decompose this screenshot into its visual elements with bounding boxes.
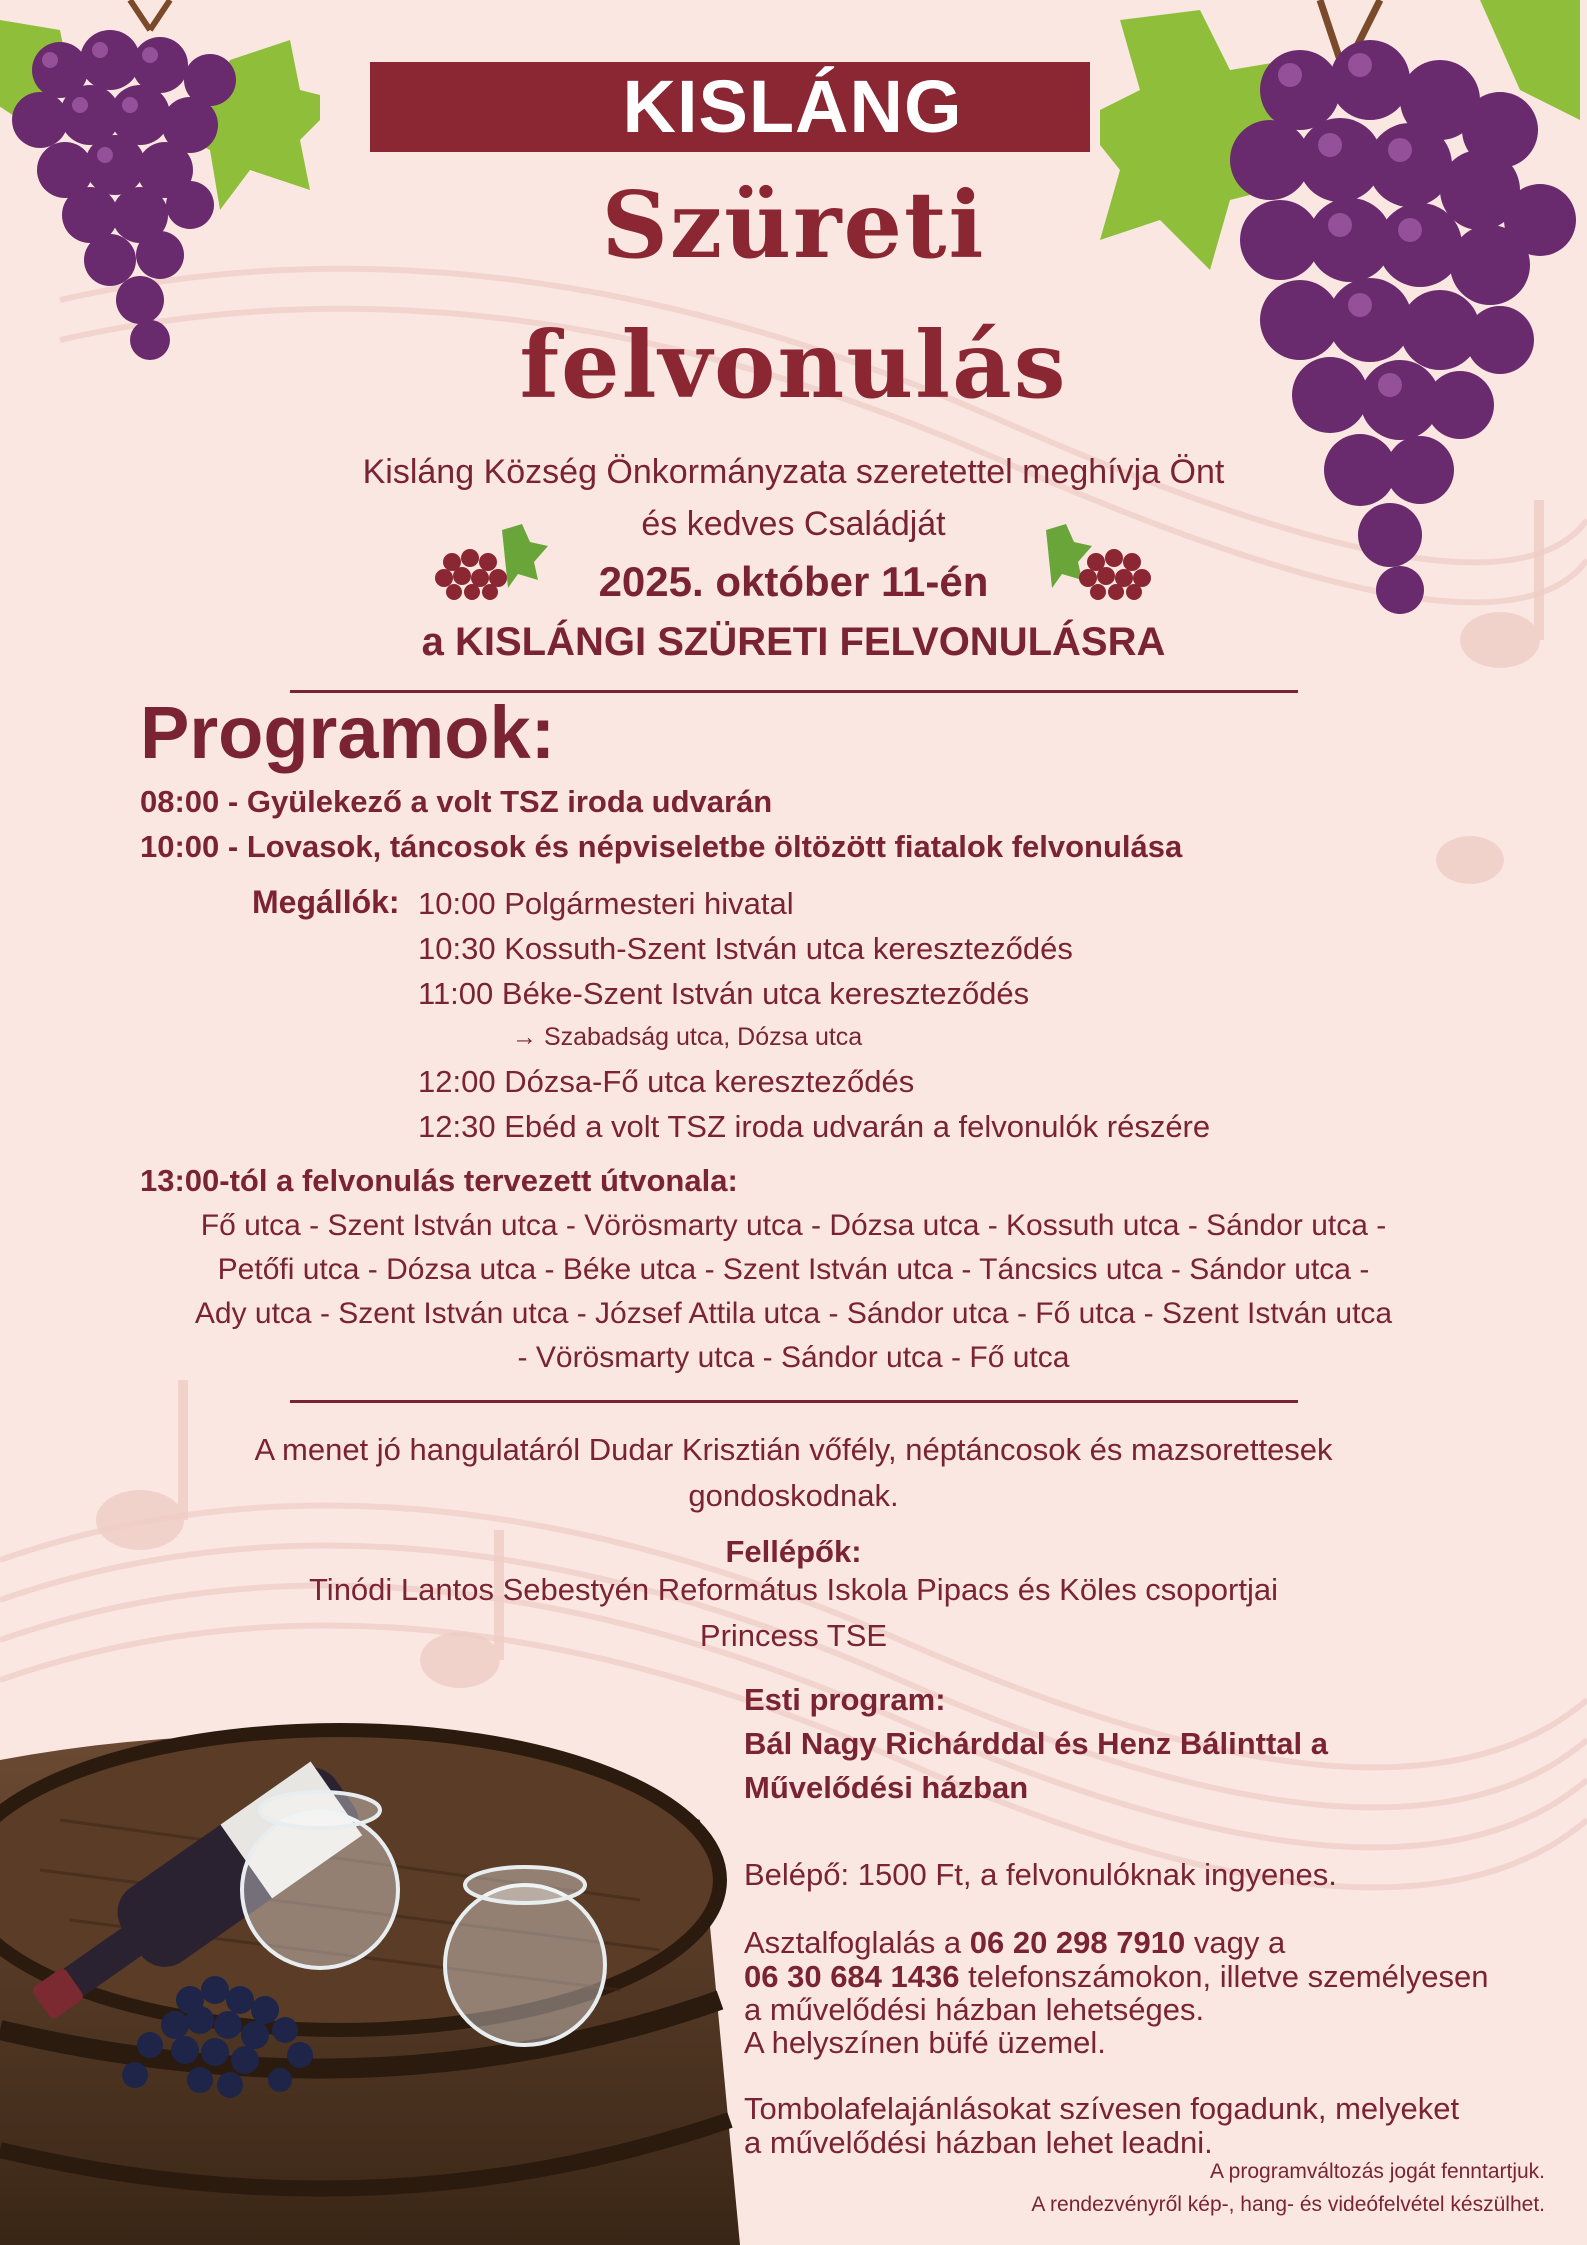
wine-barrel-illustration — [0, 1700, 740, 2245]
stop-item: 12:30 Ebéd a volt TSZ iroda udvarán a felvonulók részére — [418, 1109, 1211, 1144]
phone-number[interactable]: 06 20 298 7910 — [969, 1925, 1186, 1960]
program-item: 08:00 - Gyülekező a volt TSZ iroda udvarán — [140, 784, 773, 819]
entertainment-line-1: A menet jó hangulatáról Dudar Krisztián vőfély, néptáncosok és mazsorettesek — [254, 1432, 1333, 1467]
event-date: 2025. október 11-én — [598, 558, 989, 605]
stop-item: 12:00 Dózsa-Fő utca kereszteződés — [418, 1064, 915, 1099]
invitation-line-2: és kedves Családját — [641, 505, 946, 543]
entry-fee: Belépő: 1500 Ft, a felvonulóknak ingyenes. — [744, 1857, 1337, 1892]
raffle-line-1: Tombolafelajánlásokat szívesen fogadunk, melyeket — [744, 2091, 1460, 2126]
booking-suffix: telefonszámokon, illetve személyesen — [959, 1959, 1489, 1994]
invitation-line-1: Kisláng Község Önkormányzata szeretettel meghívja Önt — [362, 453, 1225, 491]
route-line: - Vörösmarty utca - Sándor utca - Fő utca — [517, 1341, 1070, 1374]
event-name: a KISLÁNGI SZÜRETI FELVONULÁSRA — [421, 620, 1166, 664]
booking-line-3: a művelődési házban lehetséges. — [744, 1992, 1205, 2027]
performers-line-1: Tinódi Lantos Sebestyén Református Iskola Pipacs és Köles csoportjai — [309, 1572, 1278, 1607]
evening-line-2: Művelődési házban — [744, 1770, 1029, 1805]
title-line-1: Szüreti — [601, 171, 986, 279]
performers-line-2: Princess TSE — [699, 1618, 888, 1653]
stop-item: 10:00 Polgármesteri hivatal — [418, 886, 794, 921]
booking-mid: vagy a — [1185, 1925, 1286, 1960]
divider — [290, 1400, 1298, 1403]
buffet-note: A helyszínen büfé üzemel. — [744, 2025, 1106, 2060]
route-line: Petőfi utca - Dózsa utca - Béke utca - Szent István utca - Táncsics utca - Sándor utca - — [217, 1253, 1370, 1286]
booking-line-1 — [744, 1926, 1285, 1960]
program-item: 10:00 - Lovasok, táncosok és népviseletbe öltözött fiatalok felvonulása — [140, 829, 1183, 864]
footer-note: A rendezvényről kép-, hang- és videófelvétel készülhet. — [1031, 2193, 1545, 2216]
booking-prefix: Asztalfoglalás a — [744, 1925, 970, 1960]
programs-heading: Programok: — [140, 691, 556, 774]
booking-line-2 — [744, 1960, 1488, 1994]
performers-heading: Fellépők: — [725, 1534, 862, 1569]
stops-label: Megállók: — [252, 884, 400, 920]
phone-number[interactable]: 06 30 684 1436 — [744, 1959, 960, 1994]
village-name: KISLÁNG — [622, 65, 963, 148]
evening-heading: Esti program: — [744, 1682, 946, 1717]
title-line-2: felvonulás — [519, 311, 1068, 419]
route-line: Ady utca - Szent István utca - József Attila utca - Sándor utca - Fő utca - Szent István utca — [194, 1297, 1393, 1330]
stop-route-note: → Szabadság utca, Dózsa utca — [512, 1023, 863, 1051]
stop-item: 10:30 Kossuth-Szent István utca kereszteződés — [418, 931, 1073, 966]
route-heading: 13:00-tól a felvonulás tervezett útvonala: — [140, 1163, 738, 1198]
entertainment-line-2: gondoskodnak. — [688, 1478, 899, 1513]
footer-note: A programváltozás jogát fenntartjuk. — [1209, 2160, 1545, 2183]
evening-line-1: Bál Nagy Richárddal és Henz Bálinttal a — [744, 1726, 1329, 1761]
raffle-line-2: a művelődési házban lehet leadni. — [744, 2125, 1213, 2160]
route-line: Fő utca - Szent István utca - Vörösmarty utca - Dózsa utca - Kossuth utca - Sándor utca - — [200, 1209, 1387, 1242]
stop-item: 11:00 Béke-Szent István utca kereszteződés — [418, 976, 1030, 1011]
